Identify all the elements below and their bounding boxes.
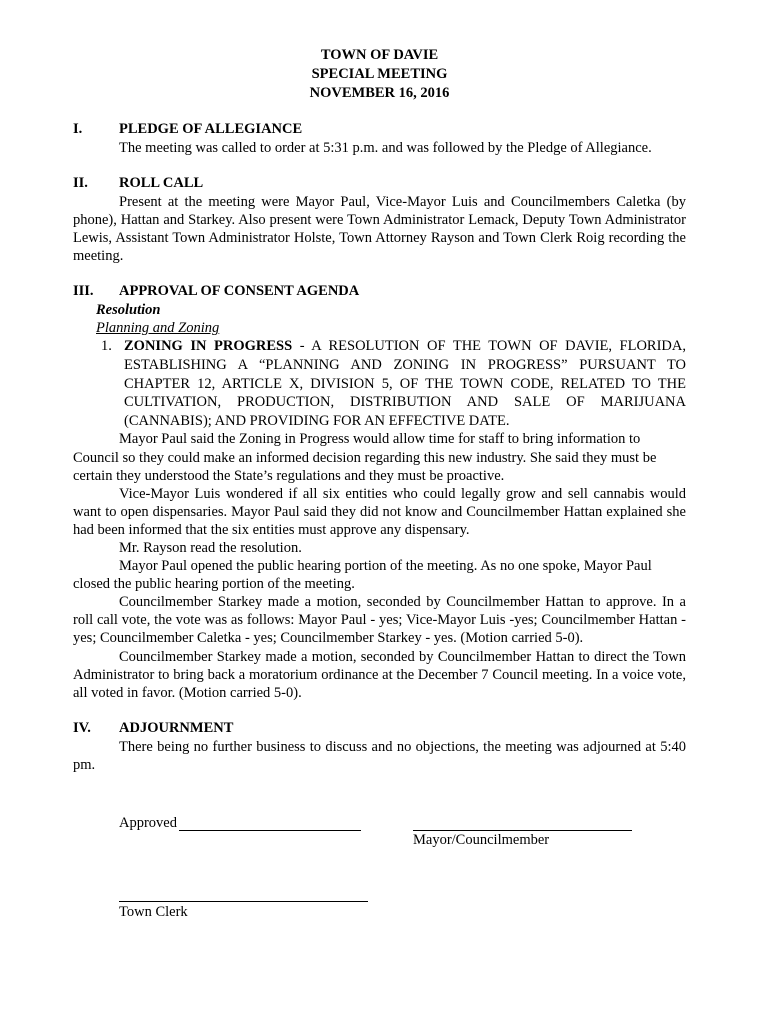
- section-heading: [73, 282, 686, 301]
- section-number: II.: [73, 175, 88, 192]
- section-heading: [73, 120, 686, 139]
- paragraph: Present at the meeting were Mayor Paul, Vice-Mayor Luis and Councilmembers Caletka (by phone), Hattan and Starkey. Also present were Town Administrator Lemack, Deputy Town Administrator Lewis, Assistant Town Administrator Holste, Town Attorney Rayson and Town Clerk Roig recording the meeting.: [73, 194, 686, 265]
- mayor-signature-line[interactable]: [413, 830, 632, 831]
- item-number: 1.: [101, 338, 112, 355]
- paragraph: Mayor Paul opened the public hearing portion of the meeting. As no one spoke, Mayor Paul closed the public hearing portion of the meeting.: [73, 558, 652, 593]
- subheading-resolution: Resolution: [96, 302, 161, 319]
- subheading-planning-zoning: Planning and Zoning: [96, 320, 220, 337]
- paragraph: Mayor Paul said the Zoning in Progress would allow time for staff to bring information to Council so they could make an informed decision regarding this new industry. She said they must be certain they understood the State’s regulations and they must be proactive.: [73, 431, 657, 484]
- paragraph: There being no further business to discuss and no objections, the meeting was adjourned at 5:40 pm.: [73, 738, 686, 773]
- document-header: [73, 46, 686, 103]
- item-title: ZONING IN PROGRESS: [124, 338, 293, 355]
- section-title: ROLL CALL: [119, 175, 204, 192]
- minutes-document: [73, 46, 686, 774]
- section-adjournment: [73, 719, 686, 774]
- header-meeting-type: SPECIAL MEETING: [311, 66, 448, 82]
- approved-label: Approved: [119, 815, 177, 831]
- header-town: TOWN OF DAVIE: [320, 47, 439, 63]
- section-heading: [73, 174, 686, 193]
- section-title: PLEDGE OF ALLEGIANCE: [119, 121, 303, 137]
- mayor-label: Mayor/Councilmember: [413, 832, 550, 848]
- section-number: III.: [73, 283, 94, 300]
- header-date: NOVEMBER 16, 2016: [309, 85, 450, 101]
- section-title: APPROVAL OF CONSENT AGENDA: [119, 283, 360, 300]
- section-consent-agenda: [73, 282, 686, 701]
- section-heading: [73, 719, 686, 738]
- approved-signature-line[interactable]: [179, 830, 361, 831]
- section-pledge: [73, 120, 686, 157]
- clerk-signature-line[interactable]: [119, 901, 368, 902]
- agenda-item: [73, 337, 686, 430]
- section-roll-call: [73, 174, 686, 265]
- paragraph: Mr. Rayson read the resolution.: [119, 540, 302, 556]
- item-description: - A RESOLUTION OF THE TOWN OF DAVIE, FLORIDA, ESTABLISHING A “PLANNING AND ZONING IN PROGRESS” PURSUANT TO CHAPTER 12, ARTICLE X, DIVISION 5, OF THE TOWN CODE, RELATED TO THE CULTIVATION, PRODUCTION, DISTRIBUTION AND SALE OF MARIJUANA (CANNABIS); AND PROVIDING FOR AN EFFECTIVE DATE.: [124, 338, 686, 429]
- paragraph: Vice-Mayor Luis wondered if all six entities who could legally grow and sell cannabis would want to open dispensaries. Mayor Paul said they did not know and Councilmember Hattan explained she had been informed that the six entities must approve any dispensary.: [73, 485, 686, 538]
- section-number: IV.: [73, 719, 91, 736]
- paragraph: Councilmember Starkey made a motion, seconded by Councilmember Hattan to direct the Town Administrator to bring back a moratorium ordinance at the December 7 Council meeting. In a voice vote, all voted in favor. (Motion carried 5-0).: [73, 648, 686, 701]
- section-title: ADJOURNMENT: [119, 719, 234, 736]
- paragraph: The meeting was called to order at 5:31 p.m. and was followed by the Pledge of Allegiance.: [119, 140, 652, 156]
- clerk-label: Town Clerk: [119, 904, 188, 920]
- section-number: I.: [73, 121, 83, 137]
- paragraph: Councilmember Starkey made a motion, seconded by Councilmember Hattan to approve. In a roll call vote, the vote was as follows: Mayor Paul - yes; Vice-Mayor Luis -yes; Councilmember Hattan - yes; Councilmember Caletka - yes; Councilmember Starkey - yes. (Motion carried 5-0).: [73, 594, 686, 647]
